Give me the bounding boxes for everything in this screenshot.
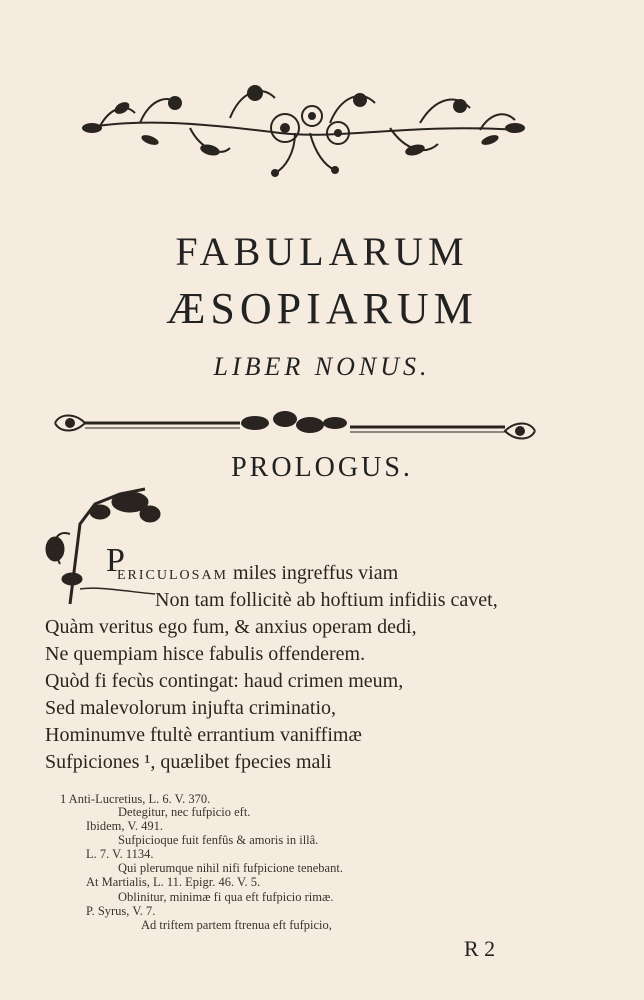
- section-heading: PROLOGUS.: [231, 452, 413, 483]
- verse-line-8: Sufpiciones ¹, quælibet fpecies mali: [45, 751, 332, 773]
- verse-line-7: Hominumve ftultè errantium vaniffimæ: [45, 724, 362, 746]
- verse-line-6: Sed malevolorum injufta criminatio,: [45, 697, 337, 719]
- decorated-initial: [40, 484, 165, 609]
- verse-line-3: Quàm veritus ego fum, & anxius operam dedi,: [45, 616, 417, 638]
- initial-ornament: [40, 484, 165, 609]
- title-line-3: LIBER NONUS.: [213, 352, 431, 381]
- footnote-line: P. Syrus, V. 7.: [86, 904, 156, 918]
- verse-line-4: Ne quempiam hisce fabulis offenderem.: [45, 643, 366, 665]
- signature-mark: R 2: [464, 936, 496, 961]
- initial-letter: P: [106, 542, 125, 579]
- footnote-line: At Martialis, L. 11. Epigr. 46. V. 5.: [86, 875, 261, 889]
- floral-ornament: [80, 78, 526, 183]
- footnote-line: Sufpicioque fuit fenfûs & amoris in illâ.: [118, 833, 319, 847]
- footnote-line: Detegitur, nec fufpicio eft.: [118, 805, 251, 819]
- verse-line-5: Quòd fi fecùs contingat: haud crimen meum,: [45, 670, 404, 692]
- footnote-line: Qui plerumque nihil nifi fufpicione tenebant.: [118, 861, 343, 875]
- footnote-line: 1 Anti-Lucretius, L. 6. V. 370.: [60, 792, 211, 806]
- verse-line-1-rest: miles ingreffus viam: [228, 562, 399, 584]
- footnote-line: Oblinitur, minimæ fi qua eft fufpicio rimæ.: [118, 890, 334, 904]
- ornamental-rule: [50, 403, 540, 449]
- footnote-line: Ibidem, V. 491.: [86, 819, 163, 833]
- verse-line-1-smallcaps: ericulosam: [117, 562, 229, 584]
- title-line-2: ÆSOPIARUM: [166, 284, 478, 333]
- footnote-line: Ad triftem partem ftrenua eft fufpicio,: [141, 918, 332, 932]
- verse-line-1: [117, 563, 398, 583]
- title-line-1: FABULARUM: [175, 229, 469, 274]
- verse-line-2: Non tam follicitè ab hoftium infidiis cavet,: [155, 589, 498, 611]
- footnote-line: L. 7. V. 1134.: [86, 847, 154, 861]
